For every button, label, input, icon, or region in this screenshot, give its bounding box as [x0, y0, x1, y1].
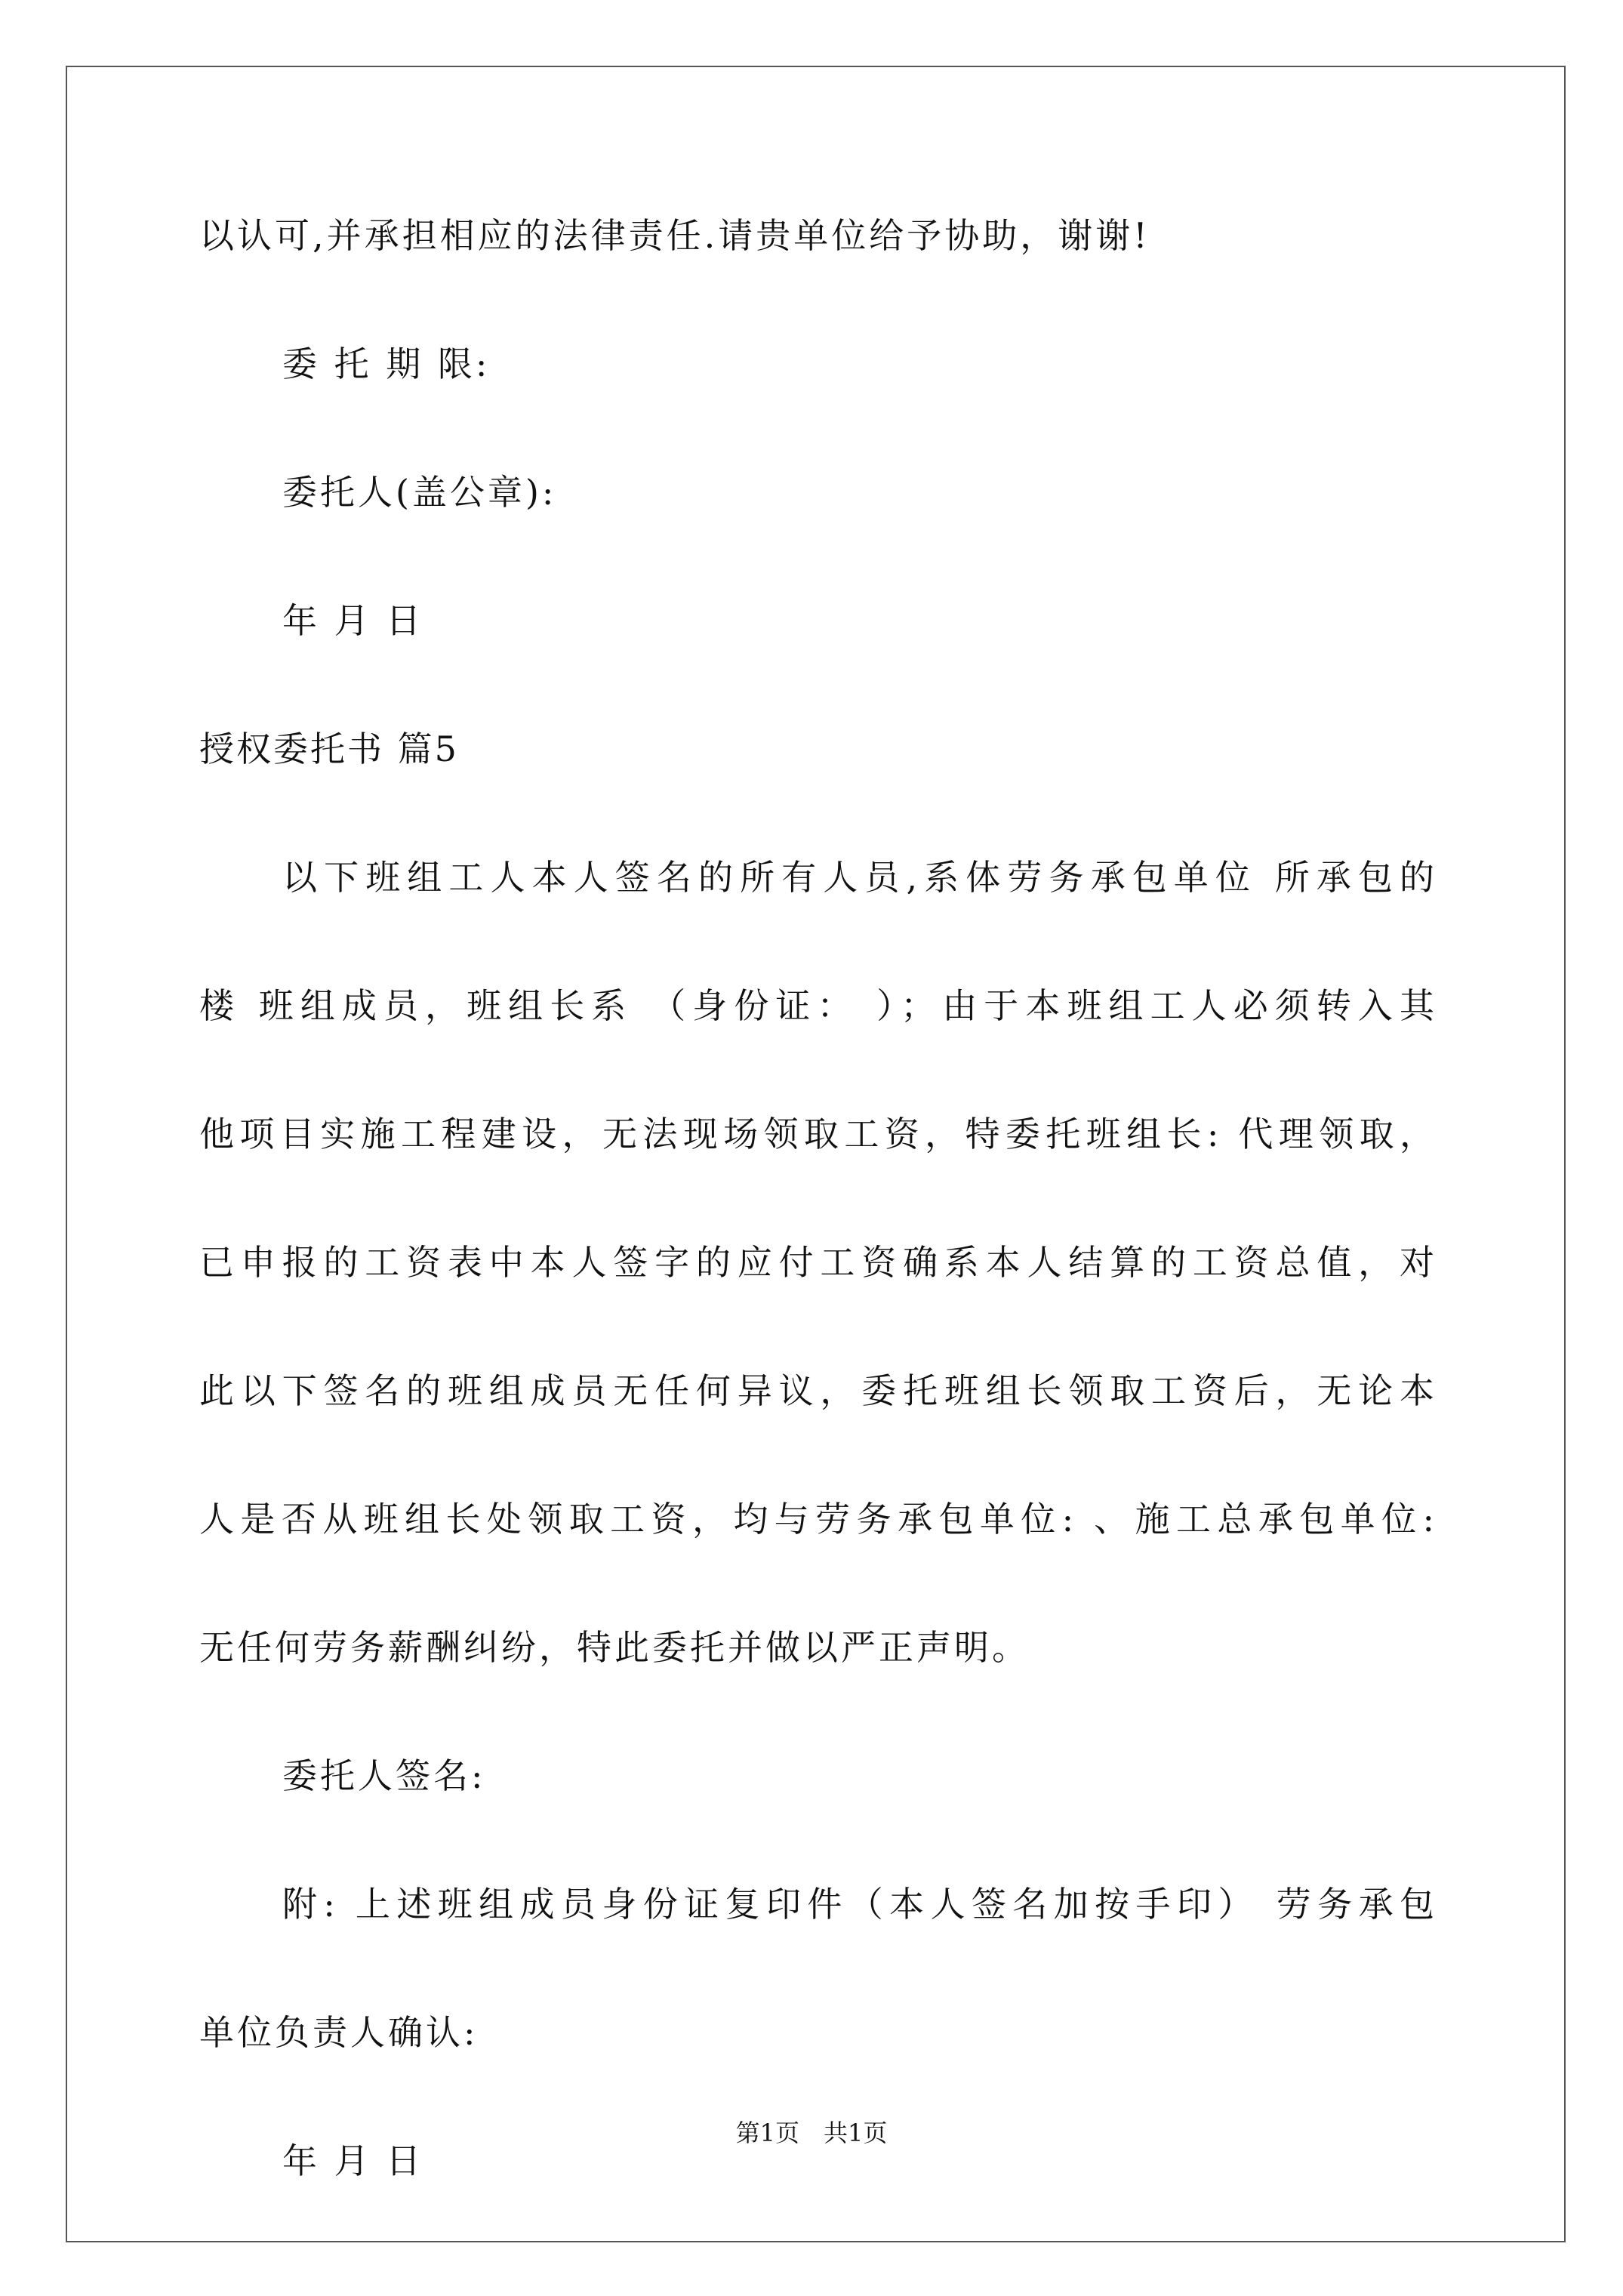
attachment-line: 附: 上述班组成员身份证复印件（本人签名加按手印） 劳务承包 [282, 1884, 1437, 1925]
entrust-period-label: 委 托 期 限: [282, 344, 491, 384]
signature-label: 委托人签名: [282, 1755, 486, 1796]
paragraph-line: 已申报的工资表中本人签字的应付工资确系本人结算的工资总值，对 [199, 1242, 1437, 1283]
section-heading-5: 授权委托书 篇5 [199, 729, 459, 769]
paragraph-line: 以下班组工人本人签名的所有人员,系体劳务承包单位 所承包的 [282, 857, 1437, 898]
paragraph-line: 人是否从班组长处领取工资，均与劳务承包单位: 、施工总承包单位: [199, 1499, 1437, 1539]
paragraph-line: 他项目实施工程建设，无法现场领取工资，特委托班组长: 代理领取， [199, 1114, 1437, 1154]
paragraph-line: 无任何劳务薪酬纠纷，特此委托并做以严正声明。 [199, 1627, 1030, 1668]
entrusting-party-label: 委托人(盖公章): [282, 472, 557, 513]
date-placeholder: 年 月 日 [282, 600, 424, 641]
date-placeholder: 年 月 日 [282, 2140, 424, 2181]
page-footer: 第1页 共1页 [735, 2119, 888, 2147]
confirmation-label: 单位负责人确认: [199, 2012, 479, 2053]
paragraph-line: 此以下签名的班组成员无任何异议，委托班组长领取工资后，无论本 [199, 1370, 1437, 1411]
paragraph-line: 以认可,并承担相应的法律责任.请贵单位给予协助，谢谢! [199, 215, 1150, 256]
paragraph-line: 楼 班组成员，班组长系 （身份证： ）；由于本班组工人必须转入其 [199, 985, 1437, 1026]
